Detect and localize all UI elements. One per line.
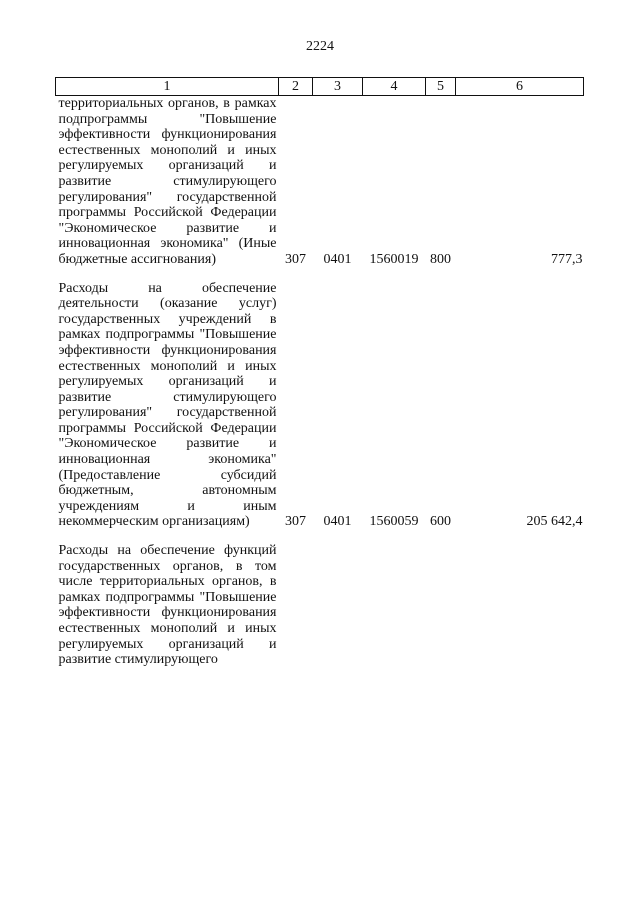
row-spacer bbox=[56, 268, 584, 281]
row-section-code bbox=[313, 543, 363, 668]
row-amount bbox=[456, 543, 584, 668]
page-number: 2224 bbox=[306, 39, 334, 54]
row-ministry-code: 307 bbox=[285, 514, 306, 530]
table-row bbox=[56, 281, 584, 531]
row-expense-type-code bbox=[426, 543, 456, 668]
row-ministry-code bbox=[279, 543, 313, 668]
row-amount: 777,3 bbox=[551, 251, 583, 267]
row-ministry-code: 307 bbox=[285, 251, 306, 267]
row-expense-type-code: 800 bbox=[430, 251, 451, 267]
column-header-2: 2 bbox=[279, 78, 313, 96]
table-row bbox=[56, 96, 584, 268]
table-row bbox=[56, 543, 584, 668]
row-section-code: 0401 bbox=[323, 251, 352, 267]
budget-table bbox=[55, 77, 584, 668]
row-amount: 205 642,4 bbox=[526, 514, 583, 530]
row-description: Расходы на обеспечение функций государственных органов, в том числе территориальных органов, в рамках подпрограммы "Повышение эффективности функционирования естественных монополий и иных регулируемых организаций и развитие стимулирующего bbox=[58, 543, 277, 668]
column-header-3: 3 bbox=[313, 78, 363, 96]
row-target-code: 1560019 bbox=[369, 251, 419, 267]
column-header-4: 4 bbox=[363, 78, 426, 96]
row-section-code: 0401 bbox=[323, 514, 352, 530]
row-target-code: 1560059 bbox=[369, 514, 419, 530]
column-header-1: 1 bbox=[56, 78, 279, 96]
column-header-5: 5 bbox=[426, 78, 456, 96]
table-header bbox=[56, 78, 584, 96]
row-target-code bbox=[363, 543, 426, 668]
row-spacer bbox=[56, 530, 584, 543]
row-description: территориальных органов, в рамках подпрограммы "Повышение эффективности функционирования естественных монополий и иных регулируемых организаций и развитие стимулирующего регулирования" государственной программы Российской Федерации "Экономическое развитие и инновационная экономика" (Иные бюджетные ассигнования) bbox=[58, 96, 277, 267]
row-expense-type-code: 600 bbox=[430, 514, 451, 530]
header-row bbox=[56, 78, 584, 96]
row-description: Расходы на обеспечение деятельности (оказание услуг) государственных учреждений в рамках подпрограммы "Повышение эффективности функционирования естественных монополий и иных регулируемых организаций и развитие стимулирующего регулирования" государственной программы Российской Федерации "Экономическое развитие и инновационная экономика" (Предоставление субсидий бюджетным, автономным учреждениям и иным некоммерческим организациям) bbox=[58, 280, 277, 530]
table-body bbox=[56, 96, 584, 668]
column-header-6: 6 bbox=[456, 78, 584, 96]
